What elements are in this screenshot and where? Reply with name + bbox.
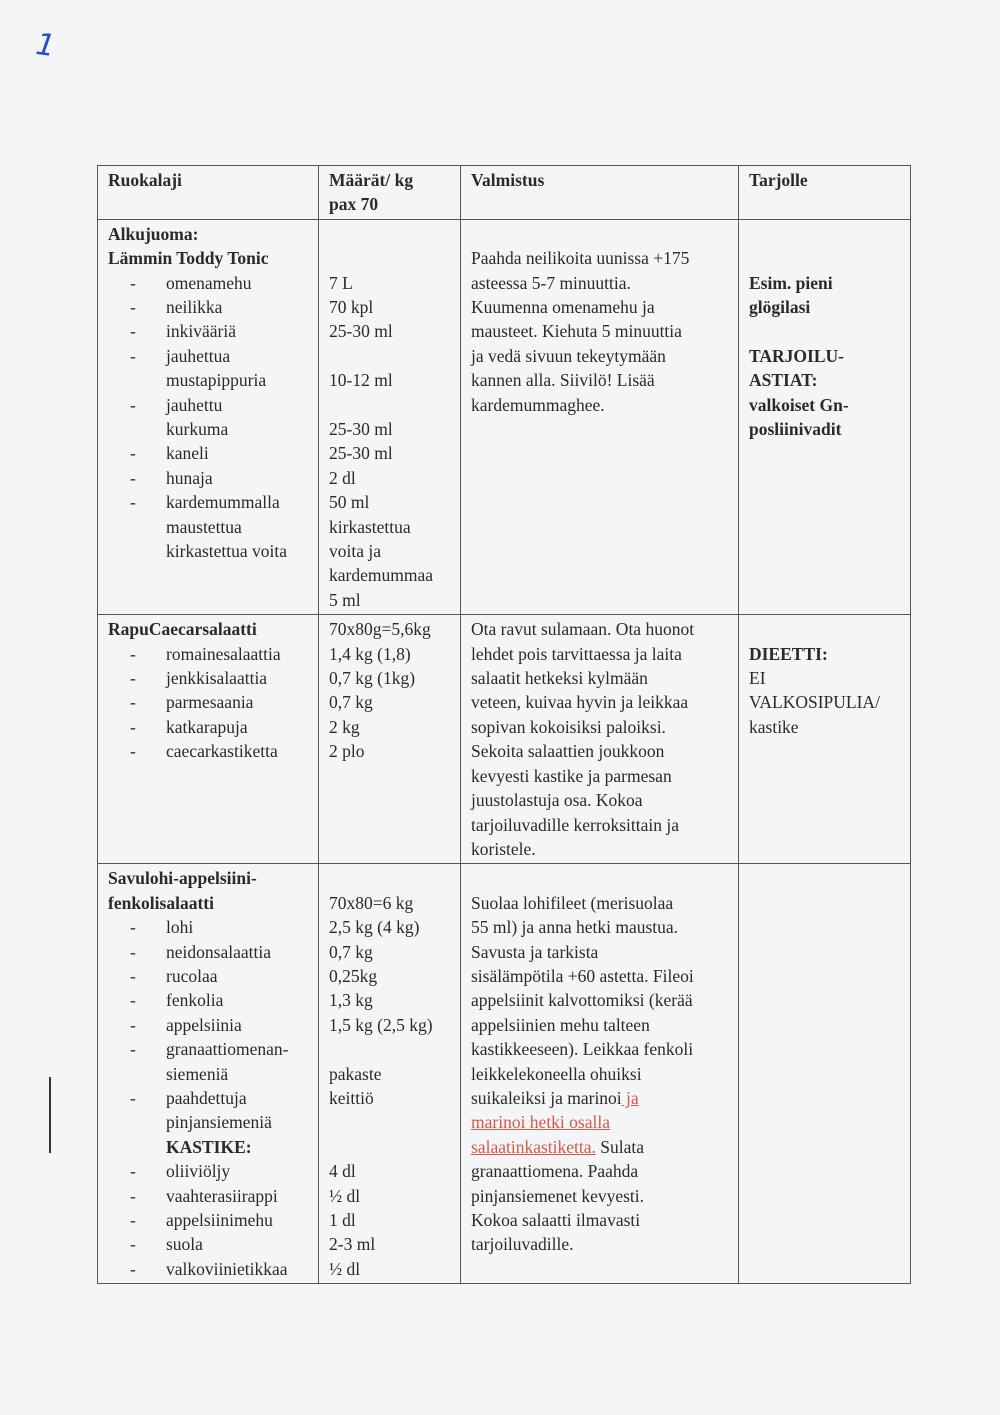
dish-row-salmon — [98, 864, 911, 1284]
text-line: 25-30 ml — [329, 443, 393, 464]
text-line — [329, 393, 452, 417]
serving-cell — [739, 615, 911, 864]
text-span: rucolaa — [166, 965, 218, 986]
text-span: parmesaania — [166, 692, 254, 713]
ingredient-item — [108, 319, 310, 343]
text-line: lehdet pois tarvittaessa ja laita — [471, 643, 682, 664]
ingredient-item — [108, 988, 310, 1012]
text-line: ja vedä sivuun tekeytymään — [471, 345, 666, 366]
text-line: 1 dl — [329, 1209, 356, 1230]
ingredient-item — [108, 1159, 310, 1183]
preparation-cell — [461, 219, 739, 614]
bullet-dash: - — [130, 443, 136, 464]
bullet-dash: - — [130, 741, 136, 762]
text-line: asteessa 5-7 minuuttia. — [471, 272, 631, 293]
text-line: posliinivadit — [749, 419, 842, 440]
text-line: Savulohi-appelsiini- — [108, 868, 257, 889]
serving-cell — [739, 219, 911, 614]
text-line: 2 plo — [329, 741, 365, 762]
text-line: keittiö — [329, 1087, 374, 1108]
text-line: 70x80g=5,6kg — [329, 619, 431, 640]
text-span: oliiviöljy — [166, 1161, 231, 1182]
text-span: appelsiinimehu — [166, 1210, 273, 1230]
text-line: 2 dl — [329, 467, 356, 488]
dish-cell — [98, 219, 319, 614]
preparation-cell — [461, 864, 739, 1284]
header-amounts — [319, 166, 461, 220]
bullet-dash: - — [130, 272, 136, 293]
text-span: neidonsalaattia — [166, 941, 271, 962]
text-line: 25-30 ml — [329, 419, 393, 439]
bullet-dash: - — [130, 1087, 136, 1108]
ingredient-item — [108, 1257, 310, 1281]
text-line: 7 L — [329, 272, 353, 293]
text-line: Savusta ja tarkista — [471, 941, 599, 962]
diet-label: DIEETTI: — [749, 643, 828, 664]
text-line: Suolaa lohifileet (merisuolaa — [471, 892, 674, 913]
text-span: appelsiinia — [166, 1014, 242, 1035]
ingredient-item — [108, 466, 310, 490]
text-line — [471, 866, 730, 890]
text-line: veteen, kuivaa hyvin ja leikkaa — [471, 692, 689, 713]
bullet-dash: - — [130, 1185, 136, 1206]
bullet-dash: - — [130, 1014, 136, 1035]
preparation-cell — [461, 615, 739, 864]
text-line — [329, 1135, 452, 1159]
text-line: 0,25kg — [329, 965, 378, 986]
text-line: VALKOSIPULIA/ — [749, 692, 880, 713]
text-line: mausteet. Kiehuta 5 minuuttia — [471, 321, 682, 342]
text-line: 70 kpl — [329, 297, 374, 317]
ingredient-item — [108, 964, 310, 988]
text-span: suikaleiksi ja marinoi — [471, 1087, 622, 1108]
text-line — [329, 246, 452, 270]
text-line: Ota ravut sulamaan. Ota huonot — [471, 619, 695, 640]
text-line: leikkelekoneella ohuiksi — [471, 1063, 642, 1084]
bullet-dash: - — [130, 917, 136, 938]
text-line: 1,5 kg (2,5 kg) — [329, 1014, 433, 1035]
text-line: RapuCaecarsalaatti — [108, 619, 257, 640]
text-line: 0,7 kg (1kg) — [329, 668, 416, 689]
text-line: ½ dl — [329, 1258, 361, 1279]
text-line: Kokoa salaatti ilmavasti — [471, 1209, 641, 1230]
text-line — [471, 222, 730, 246]
text-line: Kuumenna omenamehu ja — [471, 297, 655, 318]
text-line: Esim. pieni — [749, 272, 833, 293]
text-span: suola — [166, 1234, 203, 1255]
text-span: Valmistus — [471, 170, 545, 190]
serving-cell — [739, 864, 911, 1284]
text-span: katkarapuja — [166, 716, 248, 737]
text-line: Lämmin Toddy Tonic — [108, 248, 269, 269]
text-span: Ruokalaji — [108, 170, 182, 190]
text-span: kardemummalla — [166, 492, 280, 513]
dish-row-caesar — [98, 615, 911, 864]
text-line: 2,5 kg (4 kg) — [329, 917, 420, 938]
text-line: Alkujuoma: — [108, 223, 199, 244]
text-line: EI — [749, 668, 766, 689]
text-line: 1,3 kg — [329, 990, 373, 1011]
text-line: Sekoita salaattien joukkoon — [471, 741, 665, 762]
text-line: 2-3 ml — [329, 1234, 376, 1255]
text-line — [471, 1110, 730, 1134]
ingredient-continuation: siemeniä — [166, 1063, 229, 1084]
text-line: tarjoiluvadille. — [471, 1234, 574, 1255]
text-span: lohi — [166, 917, 194, 938]
bullet-dash: - — [130, 492, 136, 513]
text-span: jenkkisalaattia — [166, 668, 268, 689]
dish-row-toddy — [98, 219, 911, 614]
text-line — [749, 222, 902, 246]
ingredient-item — [108, 715, 310, 739]
ingredient-item — [108, 393, 310, 417]
tracked-insertion: ja — [621, 1087, 639, 1108]
ingredient-item — [108, 915, 310, 939]
text-line: 0,7 kg — [329, 692, 373, 713]
text-line — [471, 1135, 730, 1159]
text-line: Paahda neilikoita uunissa +175 — [471, 248, 690, 269]
ingredient-continuation: kurkuma — [166, 419, 229, 440]
ingredient-item — [108, 490, 310, 514]
text-line: kannen alla. Siivilö! Lisää — [471, 370, 655, 391]
header-dish — [98, 166, 319, 220]
text-line — [329, 1037, 452, 1061]
text-line: kardemummaghee. — [471, 394, 605, 415]
margin-change-bar — [49, 1077, 51, 1153]
text-line: pinjansiemenet kevyesti. — [471, 1185, 645, 1206]
ingredient-continuation: maustettua — [166, 516, 242, 537]
text-line: 0,7 kg — [329, 941, 373, 962]
ingredient-item — [108, 441, 310, 465]
sauce-label: KASTIKE: — [166, 1136, 252, 1157]
text-line — [749, 246, 902, 270]
bullet-dash: - — [130, 394, 136, 415]
ingredient-item — [108, 1232, 310, 1256]
ingredient-item — [108, 1208, 310, 1232]
text-span: neilikka — [166, 297, 223, 318]
ingredient-item — [108, 1013, 310, 1037]
text-line: 4 dl — [329, 1161, 356, 1182]
text-line: 1,4 kg (1,8) — [329, 643, 411, 664]
bullet-dash: - — [130, 965, 136, 986]
bullet-dash: - — [130, 1258, 136, 1279]
text-line: kirkastettua — [329, 516, 411, 537]
text-line: glögilasi — [749, 297, 811, 317]
ingredient-item — [108, 739, 310, 763]
ingredient-item — [108, 1184, 310, 1208]
text-line — [749, 617, 902, 641]
text-line: 50 ml — [329, 492, 370, 513]
ingredient-item — [108, 295, 310, 319]
text-line: 10-12 ml — [329, 370, 393, 391]
ingredient-item — [108, 642, 310, 666]
ingredient-item — [108, 1086, 310, 1110]
text-span: Tarjolle — [749, 170, 808, 190]
text-line: 70x80=6 kg — [329, 892, 414, 913]
ingredient-item — [108, 940, 310, 964]
text-line: 55 ml) ja anna hetki maustua. — [471, 917, 679, 938]
text-line — [471, 1086, 730, 1110]
ingredient-item — [108, 1037, 310, 1061]
text-line: appelsiinien mehu talteen — [471, 1014, 650, 1035]
text-line: TARJOILU- — [749, 345, 844, 366]
bullet-dash: - — [130, 990, 136, 1011]
text-span: inkivääriä — [166, 321, 236, 342]
text-line: tarjoiluvadille kerroksittain ja — [471, 814, 679, 835]
text-span: hunaja — [166, 467, 213, 488]
text-span: vaahterasiirappi — [166, 1185, 278, 1206]
text-span: caecarkastiketta — [166, 741, 278, 762]
text-line: sopivan kokoisiksi paloiksi. — [471, 716, 666, 737]
header-preparation — [461, 166, 739, 220]
bullet-dash: - — [130, 467, 136, 488]
dish-cell — [98, 615, 319, 864]
text-line: salaatit hetkeksi kylmään — [471, 668, 648, 689]
text-line: appelsiinit kalvottomiksi (kerää — [471, 990, 693, 1011]
text-span: omenamehu — [166, 272, 252, 293]
text-line: kardemummaa — [329, 565, 433, 586]
text-span: jauhettu — [166, 394, 223, 415]
text-line: pax 70 — [329, 194, 379, 215]
text-line — [329, 344, 452, 368]
bullet-dash: - — [130, 643, 136, 664]
text-line: valkoiset Gn- — [749, 394, 849, 415]
bullet-dash: - — [130, 941, 136, 962]
text-line — [329, 222, 452, 246]
ingredient-item — [108, 666, 310, 690]
text-line: kastikkeeseen). Leikkaa fenkoli — [471, 1039, 694, 1060]
ingredient-item — [108, 344, 310, 368]
header-serving — [739, 166, 911, 220]
text-span: kaneli — [166, 443, 209, 464]
text-span: granaattiomenan- — [166, 1039, 289, 1060]
bullet-dash: - — [130, 692, 136, 713]
ingredient-continuation: pinjansiemeniä — [166, 1112, 272, 1133]
bullet-dash: - — [130, 1210, 136, 1230]
amount-cell — [319, 864, 461, 1284]
bullet-dash: - — [130, 297, 136, 318]
bullet-dash: - — [130, 668, 136, 689]
text-span: romainesalaattia — [166, 643, 281, 664]
text-line: granaattiomena. Paahda — [471, 1161, 639, 1182]
tracked-insertion: marinoi hetki osalla — [471, 1112, 610, 1133]
ingredient-item — [108, 271, 310, 295]
text-line: 5 ml — [329, 589, 361, 610]
text-line: kastike — [749, 716, 799, 737]
ingredient-item — [108, 690, 310, 714]
text-line: ASTIAT: — [749, 370, 818, 391]
ingredient-continuation: mustapippuria — [166, 370, 267, 391]
text-line: juustolastuja osa. Kokoa — [471, 790, 643, 811]
tracked-insertion: salaatinkastiketta. — [471, 1136, 596, 1157]
header-row — [98, 166, 911, 220]
text-line — [329, 1110, 452, 1134]
amount-cell — [319, 219, 461, 614]
text-line: voita ja — [329, 541, 381, 562]
text-line — [749, 319, 902, 343]
bullet-dash: - — [130, 321, 136, 342]
text-span: paahdettuja — [166, 1087, 247, 1108]
text-line: 25-30 ml — [329, 321, 393, 342]
text-line — [329, 866, 452, 890]
menu-table — [97, 165, 911, 1284]
ingredient-continuation: kirkastettua voita — [166, 541, 288, 562]
bullet-dash: - — [130, 1161, 136, 1182]
text-span: Sulata — [595, 1136, 645, 1157]
text-line: koristele. — [471, 838, 536, 859]
text-span: fenkolia — [166, 990, 224, 1011]
text-line: kevyesti kastike ja parmesan — [471, 765, 672, 786]
handwritten-page-number: 1 — [33, 26, 58, 65]
text-line: Määrät/ kg — [329, 170, 414, 190]
text-line: ½ dl — [329, 1185, 361, 1206]
bullet-dash: - — [130, 345, 136, 366]
bullet-dash: - — [130, 1039, 136, 1060]
text-span: jauhettua — [166, 345, 231, 366]
bullet-dash: - — [130, 716, 136, 737]
text-span: valkoviinietikkaa — [166, 1258, 288, 1279]
text-line: fenkolisalaatti — [108, 892, 214, 913]
dish-cell — [98, 864, 319, 1284]
text-line: 2 kg — [329, 716, 360, 737]
text-line: sisälämpötila +60 astetta. Fileoi — [471, 965, 694, 986]
bullet-dash: - — [130, 1234, 136, 1255]
text-line: pakaste — [329, 1063, 382, 1084]
amount-cell — [319, 615, 461, 864]
